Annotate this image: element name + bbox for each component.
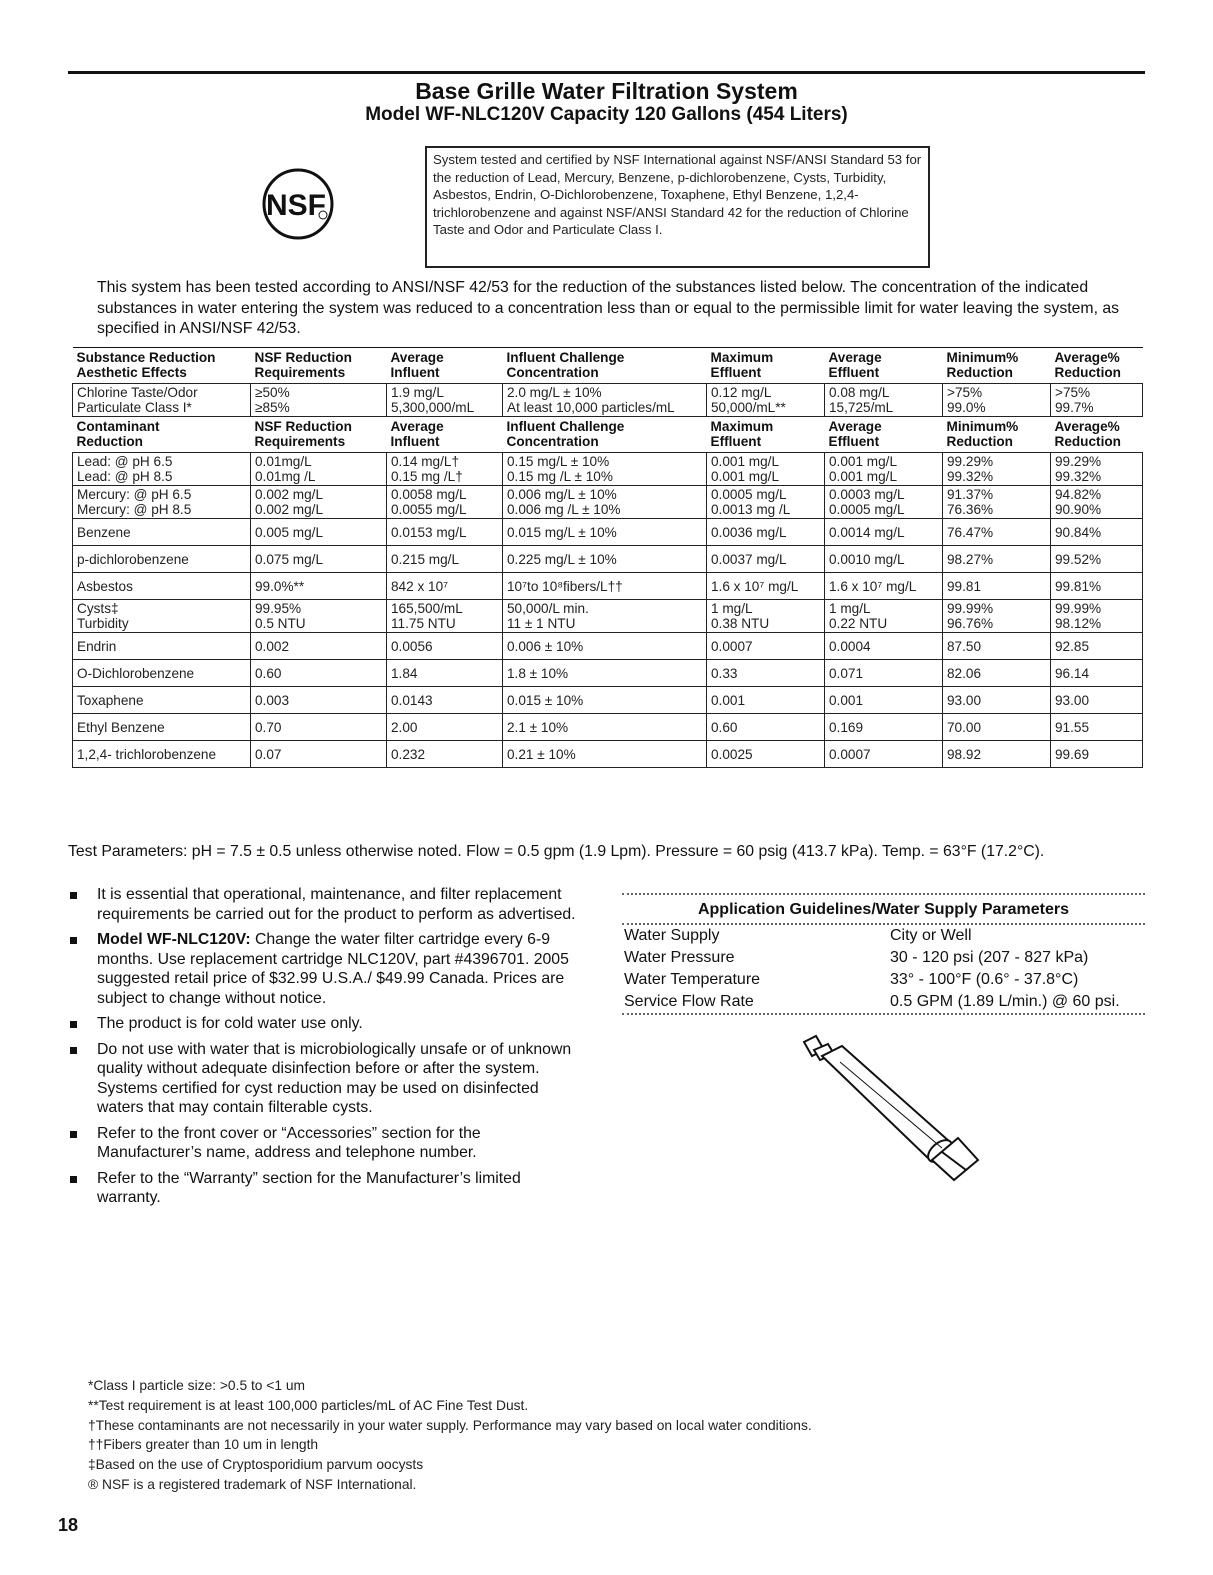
table-cell: 76.47% [943,519,1051,546]
header-cell: NSF Reduction Requirements [254,419,352,449]
table-cell: 93.00 [1051,687,1143,714]
header-cell: Substance Reduction Aesthetic Effects [73,348,251,384]
bullet-square-icon [70,1021,77,1028]
table-cell: Lead: @ pH 6.5 Lead: @ pH 8.5 [73,453,251,486]
table-cell: 0.0153 mg/L [387,519,503,546]
table-cell: 0.215 mg/L [387,546,503,573]
table-cell: 0.015 ± 10% [503,687,707,714]
table-cell: 1.6 x 10⁷ mg/L [825,573,943,600]
page-number: 18 [58,1515,79,1535]
table-cell: 2.1 ± 10% [503,714,707,741]
table-cell: 0.60 [251,660,387,687]
table-cell: 0.0036 mg/L [707,519,825,546]
table-cell: 0.0003 mg/L 0.0005 mg/L [825,486,943,519]
table-cell: 99.29% 99.32% [943,453,1051,486]
header-cell: Average Effluent [825,348,943,384]
table-row [73,660,1143,687]
table-cell: 1.8 ± 10% [503,660,707,687]
header-cell: Average% Reduction [1051,348,1143,384]
table-cell: 0.001 [825,687,943,714]
table-cell: 0.0143 [387,687,503,714]
table-cell: 0.0007 [825,741,943,768]
table-cell: ≥50% ≥85% [251,384,387,417]
table-cell: Toxaphene [73,687,251,714]
table-cell: 0.001 [707,687,825,714]
header-cell: Average Influent [387,348,503,384]
table-cell: 0.002 mg/L 0.002 mg/L [251,486,387,519]
table-cell: 2.0 mg/L ± 10% At least 10,000 particles/mL [503,384,707,417]
table-cell: Chlorine Taste/Odor Particulate Class I* [73,384,251,417]
header-cell: Average% Reduction [1054,419,1121,449]
application-value: 30 - 120 psi (207 - 827 kPa) [890,949,1089,966]
table-cell: 94.82% 90.90% [1051,486,1143,519]
footnote: ‡Based on the use of Cryptosporidium parvum oocysts [88,1457,424,1473]
note-item [68,930,588,1008]
table-cell: 0.15 mg/L ± 10% 0.15 mg /L ± 10% [503,453,707,486]
table-cell: 0.33 [707,660,825,687]
page-title: Base Grille Water Filtration System [415,78,798,104]
table-cell: Endrin [73,633,251,660]
table-cell: 0.0010 mg/L [825,546,943,573]
table-cell: 87.50 [943,633,1051,660]
table-cell: 99.29% 99.32% [1051,453,1143,486]
table-row [73,687,1143,714]
footnote: †These contaminants are not necessarily in your water supply. Performance may vary based on local water conditions. [88,1417,812,1433]
header-cell: Influent Challenge Concentration [503,348,707,384]
table-cell: 0.0004 [825,633,943,660]
table-cell: 96.14 [1051,660,1143,687]
table-cell: 0.232 [387,741,503,768]
table-cell: Cysts‡ Turbidity [73,600,251,633]
header-cell: Influent Challenge Concentration [506,419,625,449]
table-cell: 0.225 mg/L ± 10% [503,546,707,573]
application-value: 33° - 100°F (0.6° - 37.8°C) [890,971,1079,988]
application-value: City or Well [890,927,972,944]
footnote: *Class I particle size: >0.5 to <1 um [88,1378,306,1393]
table-cell: 842 x 10⁷ [387,573,503,600]
table-cell: 0.006 mg/L ± 10% 0.006 mg /L ± 10% [503,486,707,519]
table-cell: 82.06 [943,660,1051,687]
table-cell: 165,500/mL 11.75 NTU [387,600,503,633]
table-row [73,573,1143,600]
bullet-square-icon [70,1176,77,1183]
table-cell: 90.84% [1051,519,1143,546]
application-row [622,947,1145,969]
table-cell: p-dichlorobenzene [73,546,251,573]
test-parameters: Test Parameters: pH = 7.5 ± 0.5 unless otherwise noted. Flow = 0.5 gpm (1.9 Lpm). Pressure = 60 psig (413.7 kPa). Temp. = 63°F (17.2°C). [68,843,1045,860]
table-row [73,714,1143,741]
intro-paragraph: This system has been tested according to ANSI/NSF 42/53 for the reduction of the substances listed below. The concentration of the indicated substances in water entering the system was reduced to a concentration less than or equal to the permissible limit for water leaving the system, as specified in ANSI/NSF 42/53. [97,279,1120,337]
table-cell: 99.52% [1051,546,1143,573]
note-text: Do not use with water that is microbiologically unsafe or of unknown quality without adequate disinfection before or after the system. Systems certified for cyst reduction may be used on disinfected waters that may contain filterable cysts. [97,1040,572,1116]
application-table [622,925,1145,1013]
table-cell: 93.00 [943,687,1051,714]
table-cell: 0.0025 [707,741,825,768]
performance-table [72,347,1143,768]
table-cell: 92.85 [1051,633,1143,660]
footnote: **Test requirement is at least 100,000 particles/mL of AC Fine Test Dust. [88,1397,529,1413]
table-cell: 99.81% [1051,573,1143,600]
note-item [68,1124,588,1163]
table-cell: 0.071 [825,660,943,687]
table-cell: 98.92 [943,741,1051,768]
note-text: Refer to the “Warranty” section for the Manufacturer’s limited warranty. [97,1169,521,1206]
table-cell: 0.12 mg/L 50,000/mL** [707,384,825,417]
table-cell: 0.0014 mg/L [825,519,943,546]
header-cell: Maximum Effluent [707,348,825,384]
footnotes [88,1376,988,1495]
table-cell: 99.99% 98.12% [1051,600,1143,633]
bullet-square-icon [70,892,77,899]
table-cell: 99.81 [943,573,1051,600]
application-param: Water Pressure [624,949,735,966]
table-cell: 0.60 [707,714,825,741]
table-cell: 99.99% 96.76% [943,600,1051,633]
table-cell: 0.003 [251,687,387,714]
table-cell: 1 mg/L 0.22 NTU [825,600,943,633]
water-filter-cartridge-icon [782,1020,982,1185]
table-cell: 0.08 mg/L 15,725/mL [825,384,943,417]
application-param: Service Flow Rate [624,993,754,1010]
table-cell: 0.001 mg/L 0.001 mg/L [825,453,943,486]
certification-box: System tested and certified by NSF International against NSF/ANSI Standard 53 for the reduction of Lead, Mercury, Benzene, p-dichlorobenzene, Cysts, Turbidity, Asbestos, Endrin, O-Dichlorobenzene, Toxaphene, Ethyl Benzene, 1,2,4-trichlorobenzene and against NSF/ANSI Standard 42 for the reduction of Chlorine Taste and Odor and Particulate Class I. [425,146,930,268]
table-cell: 1.9 mg/L 5,300,000/mL [387,384,503,417]
table-cell: Asbestos [73,573,251,600]
table-cell: >75% 99.0% [943,384,1051,417]
table-row [73,486,1143,519]
header-cell: Average Effluent [828,419,882,449]
table-row [73,741,1143,768]
table-cell: 91.37% 76.36% [943,486,1051,519]
header-cell: NSF Reduction Requirements [251,348,387,384]
application-param: Water Temperature [624,971,761,988]
table-cell: 0.70 [251,714,387,741]
table-cell: 0.0058 mg/L 0.0055 mg/L [387,486,503,519]
table-cell: 1 mg/L 0.38 NTU [707,600,825,633]
table-header-row [73,348,1143,384]
application-title: Application Guidelines/Water Supply Parameters [697,901,1070,918]
header-cell: Maximum Effluent [710,419,774,449]
table-cell: 1,2,4- trichlorobenzene [73,741,251,768]
application-value: 0.5 GPM (1.89 L/min.) @ 60 psi. [890,993,1120,1010]
note-text: It is essential that operational, maintenance, and filter replacement requirements be carried out for the product to perform as advertised. [97,886,576,923]
bullet-square-icon [70,937,77,944]
application-row [622,991,1145,1013]
footnote: ® NSF is a registered trademark of NSF International. [88,1476,417,1492]
table-cell: 70.00 [943,714,1051,741]
table-row [73,519,1143,546]
notes-list [68,885,588,1214]
table-row [73,546,1143,573]
table-row [73,633,1143,660]
note-bold-label: Model WF-NLC120V: [97,931,251,948]
table-cell: O-Dichlorobenzene [73,660,251,687]
table-row [73,600,1143,633]
table-row [73,453,1143,486]
table-cell: 0.169 [825,714,943,741]
bullet-square-icon [70,1047,77,1054]
table-cell: 10⁷to 10⁸fibers/L†† [503,573,707,600]
note-text: The product is for cold water use only. [97,1015,363,1032]
note-text: Refer to the front cover or “Accessories” section for the Manufacturer’s name, address and telephone number. [97,1124,481,1161]
note-text: Change the water filter cartridge every 6-9 months. Use replacement cartridge NLC120V, part #4396701. 2005 suggested retail price of $32.99 U.S.A./ $49.99 Canada. Prices are subject to change without notice. [97,931,569,1007]
application-param: Water Supply [624,927,720,944]
table-cell: 1.6 x 10⁷ mg/L [707,573,825,600]
top-rule [68,71,1145,74]
divider [622,1013,1145,1015]
header-cell: Average Influent [390,419,444,449]
table-cell: 0.07 [251,741,387,768]
table-cell: 99.95% 0.5 NTU [251,600,387,633]
table-cell: 0.0056 [387,633,503,660]
table-cell: >75% 99.7% [1051,384,1143,417]
table-cell: 0.002 [251,633,387,660]
table-cell: 2.00 [387,714,503,741]
table-cell: 0.005 mg/L [251,519,387,546]
table-cell: 98.27% [943,546,1051,573]
divider [622,893,1145,895]
header-cell: Contaminant Reduction [76,419,160,449]
application-row [622,925,1145,947]
table-cell: 0.01mg/L 0.01mg /L [251,453,387,486]
table-cell: 0.21 ± 10% [503,741,707,768]
bullet-square-icon [70,1131,77,1138]
table-cell: 0.0005 mg/L 0.0013 mg /L [707,486,825,519]
table-cell: Ethyl Benzene [73,714,251,741]
nsf-logo-icon [257,168,339,240]
table-cell: 0.14 mg/L† 0.15 mg /L† [387,453,503,486]
table-cell: Mercury: @ pH 6.5 Mercury: @ pH 8.5 [73,486,251,519]
table-cell: 0.006 ± 10% [503,633,707,660]
table-cell: 91.55 [1051,714,1143,741]
application-guidelines [622,893,1145,1015]
nsf-logo-text: NSF [266,189,326,222]
note-item [68,1169,588,1208]
footnote: ††Fibers greater than 10 um in length [88,1437,319,1453]
page-subtitle: Model WF-NLC120V Capacity 120 Gallons (454 Liters) [365,104,848,125]
table-cell: 0.0007 [707,633,825,660]
application-row [622,969,1145,991]
table-cell: 0.0037 mg/L [707,546,825,573]
header-cell: Minimum% Reduction [943,348,1051,384]
note-item [68,1040,588,1118]
header-cell: Minimum% Reduction [946,419,1019,449]
note-item [68,885,588,924]
note-item [68,1014,588,1034]
table-cell: 99.69 [1051,741,1143,768]
table-cell: 0.015 mg/L ± 10% [503,519,707,546]
table-cell: Benzene [73,519,251,546]
table-cell: 1.84 [387,660,503,687]
table-cell: 50,000/L min. 11 ± 1 NTU [503,600,707,633]
table-cell: 0.001 mg/L 0.001 mg/L [707,453,825,486]
table-row [73,384,1143,417]
table-header-row [73,417,1143,453]
table-cell: 99.0%** [251,573,387,600]
table-cell: 0.075 mg/L [251,546,387,573]
